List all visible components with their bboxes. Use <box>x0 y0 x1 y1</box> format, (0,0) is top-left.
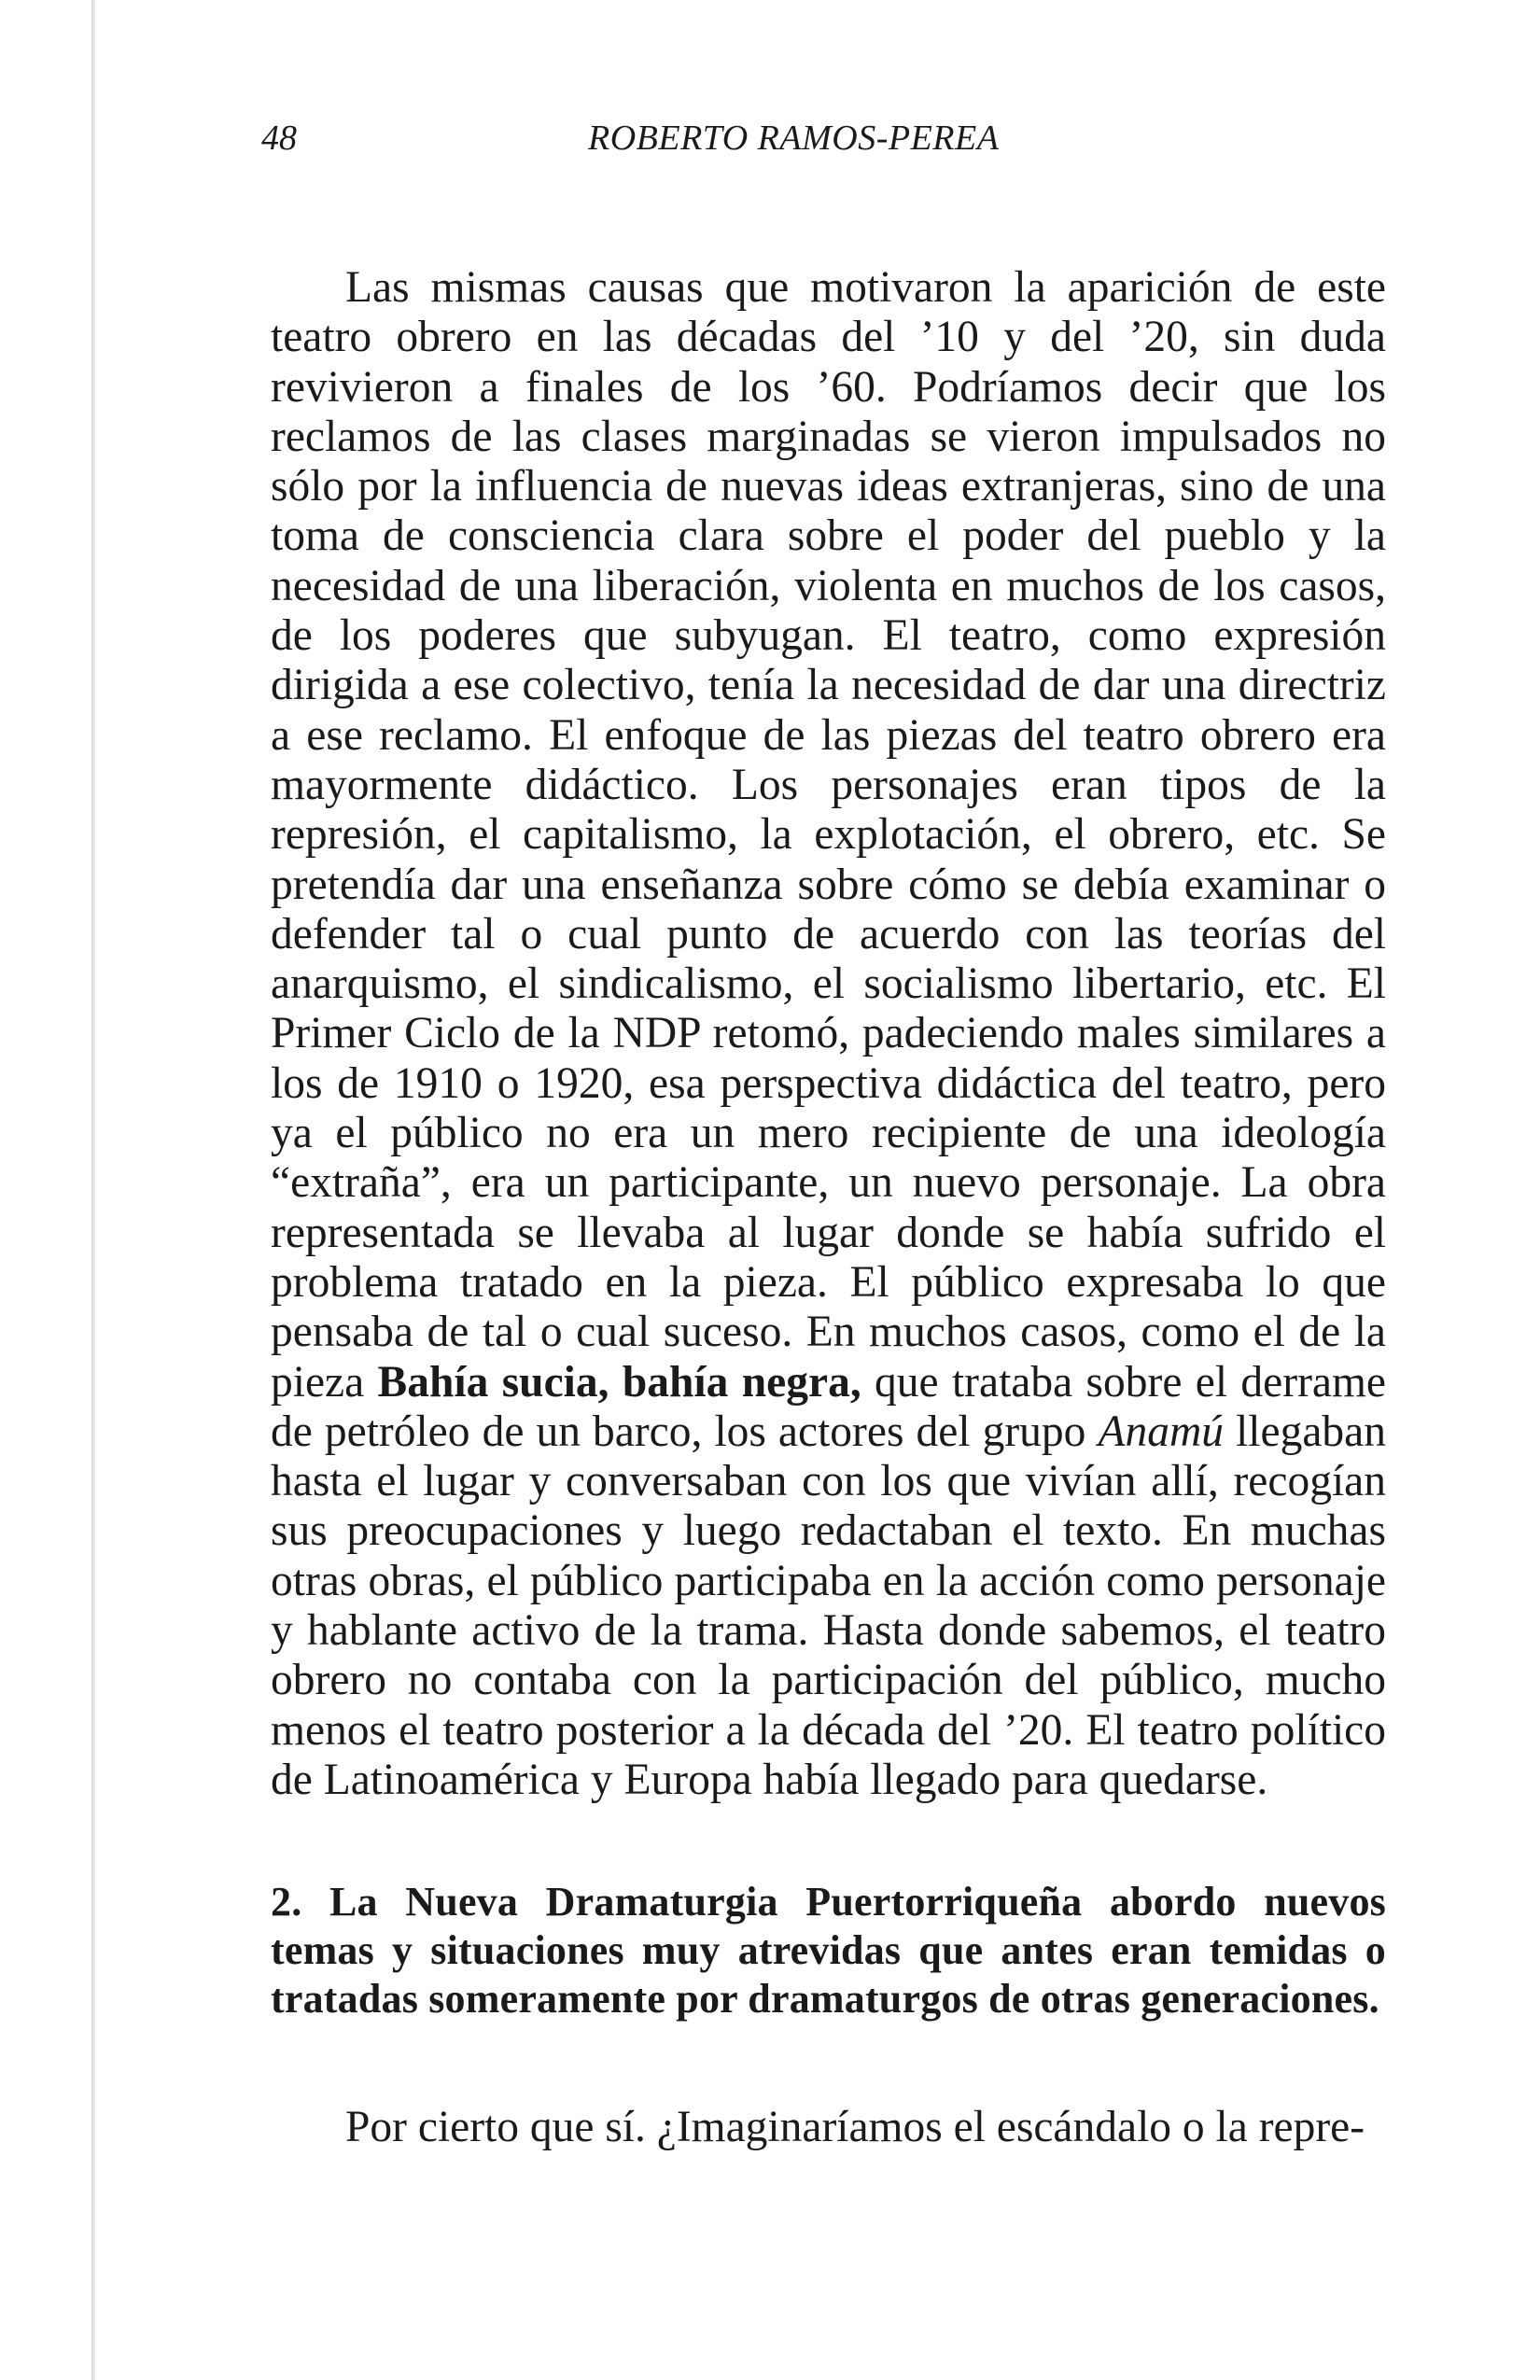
paragraph-text: Las mismas causas que motivaron la aparición de este teatro obrero en las décadas del ’10 y del ’20, sin duda revivieron a finales de los ’60. Podríamos decir que los reclamos de las clases marginadas se vieron impulsados no sólo por la influencia de nuevas ideas extranjeras, sino de una toma de consciencia clara sobre el poder del pueblo y la necesidad de una liberación, violenta en muchos de los casos, de los poderes que subyugan. El teatro, como expresión dirigida a ese colectivo, tenía la necesidad de dar una directriz a ese reclamo. El enfoque de las piezas del teatro obrero era mayormente didáctico. Los personajes eran tipos de la represión, el capitalismo, la explotación, el obrero, etc. Se pretendía dar una enseñanza sobre cómo se debía examinar o defender tal o cual punto de acuerdo con las teorías del anarquismo, el sindicalismo, el socialismo libertario, etc. El Primer Ciclo de la NDP retomó, padeciendo males similares a los de 1910 o 1920, esa perspectiva didáctica del teatro, pero ya el público no era un mero recipiente de una ideología “extraña”, era un participante, un nuevo personaje. La obra representada se llevaba al lugar donde se había sufrido el problema tratado en la pieza. El público expresaba lo que pensaba de tal o cual suceso. En muchos casos, como el de la pieza <box>271 263 1386 1407</box>
page-spine-shadow <box>91 0 95 2380</box>
page-body <box>271 263 1386 2153</box>
body-paragraph-continued: Por cierto que sí. ¿Imaginaríamos el escándalo o la repre- <box>345 2103 1365 2152</box>
page-number: 48 <box>261 119 297 158</box>
body-paragraph <box>271 263 1386 1805</box>
play-title: Bahía sucia, bahía negra, <box>377 1357 861 1407</box>
theatre-group-name: Anamú <box>1098 1407 1225 1456</box>
running-title: ROBERTO RAMOS-PEREA <box>588 119 1000 158</box>
paragraph-text: que trataba sobre el derrame de petróleo de un barco, los actores del grupo <box>271 1357 1386 1456</box>
section-heading: 2. La Nueva Dramaturgia Puertorriqueña abordo nuevos temas y situaciones muy atrevidas que antes eran temidas o tratadas someramente por dramaturgos de otras generaciones. <box>271 1879 1386 2023</box>
paragraph-text: llegaban hasta el lugar y conversaban con los que vivían allí, recogían sus preocupaciones y luego redactaban el texto. En muchas otras obras, el público participaba en la acción como personaje y hablante activo de la trama. Hasta donde sabemos, el teatro obrero no contaba con la participación del público, mucho menos el teatro posterior a la década del ’20. El teatro político de Latinoamérica y Europa había llegado para quedarse. <box>271 1407 1386 1804</box>
running-header <box>261 110 1381 166</box>
